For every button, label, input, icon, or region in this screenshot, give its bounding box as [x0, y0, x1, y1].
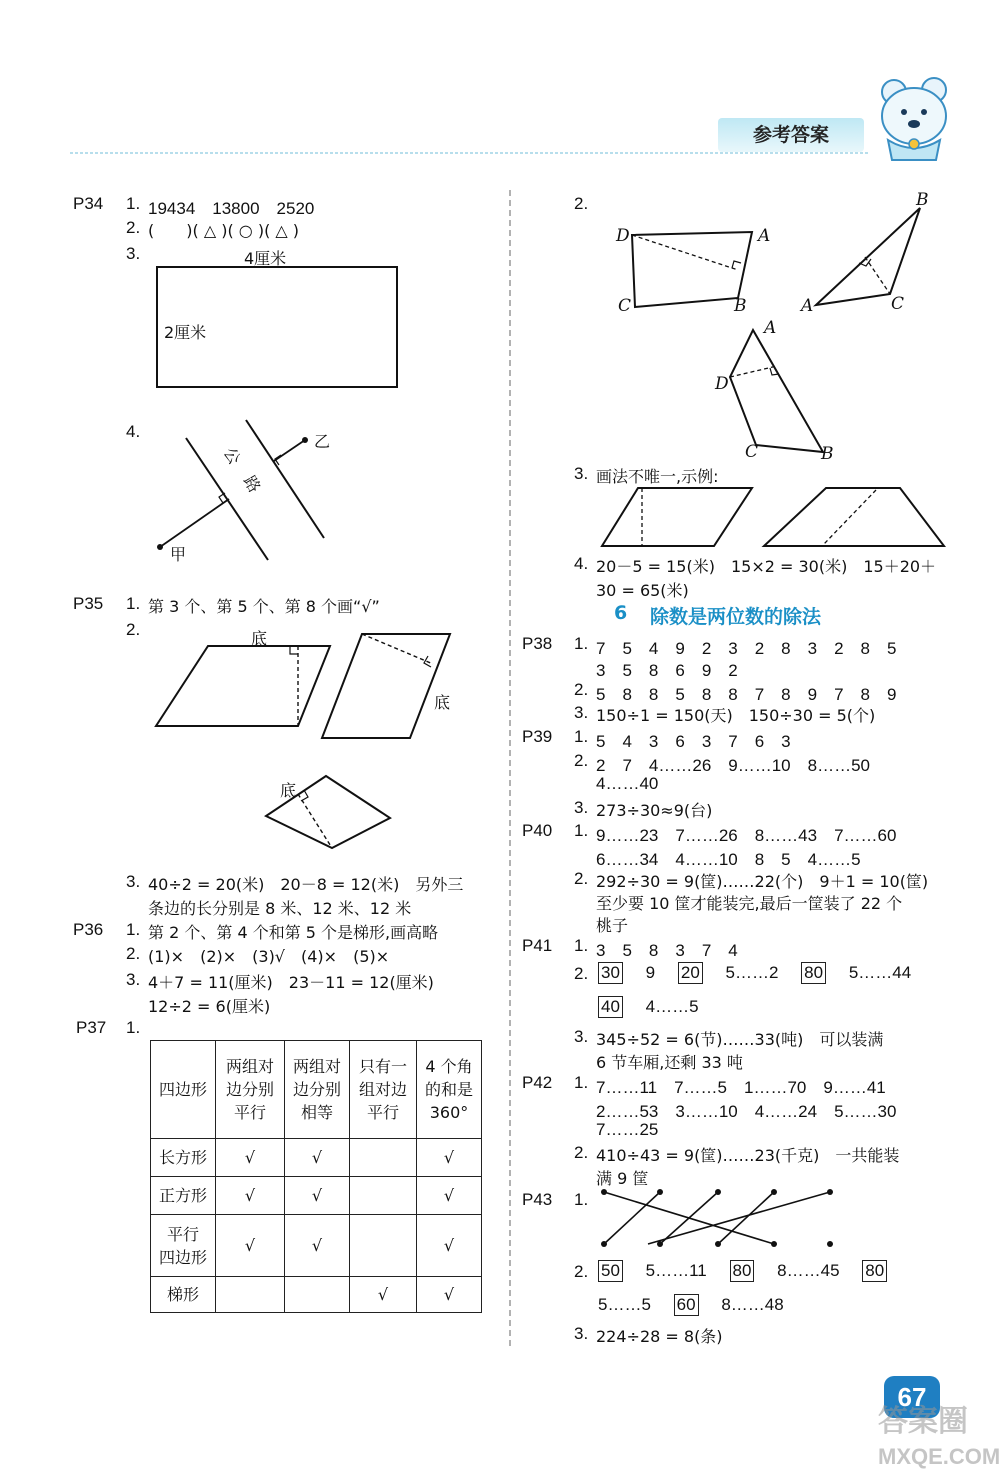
check-cell: √	[417, 1277, 482, 1313]
p34-label: P34	[73, 194, 104, 213]
row-name-cell: 梯形	[151, 1277, 216, 1313]
p42-q1-num: 1.	[574, 1073, 589, 1092]
table-header-cell: 四边形	[151, 1041, 216, 1139]
p35-q2-base2: 底	[434, 693, 451, 712]
p38-q2-text: 5 8 8 5 8 8 7 8 9 7 8 9	[596, 685, 897, 704]
parallelogram-height-figure-1	[154, 642, 334, 730]
answer-value: 5……11	[645, 1261, 707, 1280]
p34-q1-text: 19434 13800 2520	[148, 199, 315, 218]
check-cell: √	[216, 1215, 285, 1277]
table-header-cell: 4 个角 的和是 360°	[417, 1041, 482, 1139]
r-q3-num: 3.	[574, 464, 589, 483]
p38-label: P38	[522, 634, 553, 653]
table-header-cell: 两组对 边分别 平行	[216, 1041, 285, 1139]
p35-q3-line1: 40÷2 = 20(米) 20－8 = 12(米) 另外三	[148, 875, 464, 894]
check-cell	[350, 1177, 417, 1215]
r-q2-num: 2.	[574, 194, 589, 213]
boxed-answer: 60	[674, 1294, 699, 1316]
vertex-label: C	[891, 294, 905, 314]
p43-q2-row2	[598, 1294, 784, 1316]
road-char-2: 路	[239, 472, 265, 496]
p38-q3-num: 3.	[574, 703, 589, 722]
boxed-answer: 40	[598, 996, 623, 1018]
check-cell: √	[285, 1215, 350, 1277]
section-number: 6	[614, 602, 628, 624]
check-cell: √	[285, 1177, 350, 1215]
p37-label: P37	[76, 1018, 107, 1037]
p43-q2-num: 2.	[574, 1262, 589, 1281]
p36-label: P36	[73, 920, 104, 939]
r-q4-line2: 30 = 65(米)	[596, 581, 689, 600]
p38-q1-line2: 3 5 8 6 9 2	[596, 661, 738, 680]
p36-q2-num: 2.	[126, 944, 141, 963]
p39-q1-text: 5 4 3 6 3 7 6 3	[596, 732, 791, 751]
p43-q3-text: 224÷28 = 8(条)	[596, 1327, 723, 1346]
p36-q3-line1: 4＋7 = 11(厘米) 23－11 = 12(厘米)	[148, 973, 434, 992]
answer-value: 5……2	[725, 963, 779, 982]
p42-q2-line2: 满 9 筐	[596, 1169, 649, 1188]
p42-q1-line1: 7……11 7……5 1……70 9……41	[596, 1078, 886, 1097]
p36-q2-text: (1)× (2)× (3)√ (4)× (5)×	[148, 947, 390, 966]
p38-q1-num: 1.	[574, 634, 589, 653]
p38-q2-num: 2.	[574, 680, 589, 699]
p42-q2-line1: 410÷43 = 9(筐)……23(千克) 一共能装	[596, 1146, 900, 1165]
answer-value: 9	[645, 963, 656, 982]
p41-label: P41	[522, 936, 553, 955]
p39-label: P39	[522, 727, 553, 746]
p36-q1-num: 1.	[126, 920, 141, 939]
answer-value: 4……5	[645, 997, 699, 1016]
p41-q2-num: 2.	[574, 964, 589, 983]
p41-q3-line2: 6 节车厢,还剩 33 吨	[596, 1053, 743, 1072]
check-cell: √	[417, 1177, 482, 1215]
row-name-cell: 长方形	[151, 1139, 216, 1177]
example-height-figures	[600, 486, 946, 550]
boxed-answer: 80	[862, 1260, 887, 1282]
r-q4-line1: 20－5 = 15(米) 15×2 = 30(米) 15＋20＋	[596, 557, 937, 576]
bear-mascot-icon	[868, 72, 958, 164]
answer-value: 8……45	[777, 1261, 840, 1280]
vertex-label: C	[618, 296, 632, 316]
p36-q3-num: 3.	[126, 970, 141, 989]
r-q4-num: 4.	[574, 554, 589, 573]
quadrilateral-property-table	[150, 1040, 482, 1313]
p38-q1-line1: 7 5 4 9 2 3 2 8 3 2 8 5	[596, 639, 897, 658]
point-yi-label: 乙	[314, 432, 331, 451]
vertex-label: B	[916, 190, 929, 210]
p34-q2-num: 2.	[126, 218, 141, 237]
answer-value: 5……5	[598, 1295, 651, 1314]
vertex-label: B	[734, 296, 747, 316]
p34-q3-side-label: 2厘米	[164, 323, 207, 342]
vertex-label: A	[764, 318, 777, 338]
p40-q1-line1: 9……23 7……26 8……43 7……60	[596, 826, 897, 845]
check-cell: √	[350, 1277, 417, 1313]
p42-q1-line3: 7……25	[596, 1120, 659, 1139]
p36-q1-text: 第 2 个、第 4 个和第 5 个是梯形,画高略	[148, 923, 439, 942]
p35-q1-text: 第 3 个、第 5 个、第 8 个画“√”	[148, 597, 380, 616]
row-name-cell: 平行 四边形	[151, 1215, 216, 1277]
p39-q2-line1: 2 7 4……26 9……10 8……50	[596, 756, 871, 775]
check-cell: √	[285, 1139, 350, 1177]
p40-q1-num: 1.	[574, 821, 589, 840]
matching-lines-figure	[596, 1182, 836, 1250]
p40-q2-num: 2.	[574, 869, 589, 888]
check-cell	[216, 1277, 285, 1313]
column-divider	[508, 190, 512, 1350]
row-name-cell: 正方形	[151, 1177, 216, 1215]
p43-q1-num: 1.	[574, 1190, 589, 1209]
p35-q2-base3: 底	[280, 781, 297, 800]
p35-q1-num: 1.	[126, 594, 141, 613]
table-row	[151, 1277, 482, 1313]
check-cell: √	[216, 1177, 285, 1215]
p41-q1-num: 1.	[574, 936, 589, 955]
road-char-1: 公	[219, 444, 245, 468]
p42-q1-line2: 2……53 3……10 4……24 5……30	[596, 1102, 897, 1121]
boxed-answer: 20	[678, 962, 703, 984]
answer-value: 8……48	[721, 1295, 784, 1314]
p35-q2-base1: 底	[251, 629, 268, 648]
p34-q3-num: 3.	[126, 244, 141, 263]
section-title: 除数是两位数的除法	[650, 606, 822, 628]
p42-q2-num: 2.	[574, 1143, 589, 1162]
p43-q2-row1	[598, 1260, 887, 1282]
check-cell	[285, 1277, 350, 1313]
p40-label: P40	[522, 821, 553, 840]
p40-q2-line3: 桃子	[596, 916, 629, 935]
p37-q1-num: 1.	[126, 1018, 141, 1037]
p40-q2-line2: 至少要 10 筐才能装完,最后一筐装了 22 个	[596, 894, 903, 913]
p39-q1-num: 1.	[574, 727, 589, 746]
check-cell: √	[417, 1139, 482, 1177]
p39-q3-text: 273÷30≈9(台)	[596, 801, 713, 820]
p34-q2-text: ( )( △ )( ○ )( △ )	[148, 221, 300, 240]
p41-q2-row1	[598, 962, 911, 984]
boxed-answer: 30	[598, 962, 623, 984]
check-cell	[350, 1139, 417, 1177]
table-row	[151, 1215, 482, 1277]
watermark-url: MXQE.COM	[878, 1444, 1000, 1469]
p41-q2-row2	[598, 996, 699, 1018]
header-tag: 参考答案	[718, 118, 864, 152]
table-row	[151, 1177, 482, 1215]
p34-q3-top-label: 4厘米	[244, 249, 287, 268]
p41-q3-num: 3.	[574, 1027, 589, 1046]
vertex-label: A	[758, 226, 771, 246]
p43-label: P43	[522, 1190, 553, 1209]
p35-q3-line2: 条边的长分别是 8 米、12 米、12 米	[148, 899, 412, 918]
check-cell	[350, 1215, 417, 1277]
p43-q3-num: 3.	[574, 1324, 589, 1343]
boxed-answer: 80	[730, 1260, 755, 1282]
p41-q3-line1: 345÷52 = 6(节)……33(吨) 可以装满	[596, 1030, 884, 1049]
parallelogram-height-figure-2	[320, 630, 456, 742]
p34-q4-num: 4.	[126, 422, 141, 441]
vertex-label: D	[616, 226, 630, 246]
r-q3-text: 画法不唯一,示例:	[596, 467, 719, 486]
table-header-cell: 两组对 边分别 相等	[285, 1041, 350, 1139]
p39-q3-num: 3.	[574, 798, 589, 817]
vertex-label: C	[745, 442, 759, 462]
p35-q2-num: 2.	[126, 620, 141, 639]
p39-q2-num: 2.	[574, 751, 589, 770]
vertex-label: D	[715, 374, 729, 394]
p39-q2-line2: 4……40	[596, 774, 659, 793]
p41-q1-text: 3 5 8 3 7 4	[596, 941, 738, 960]
watermark-logo: 答案圈	[878, 1404, 968, 1439]
p35-label: P35	[73, 594, 104, 613]
table-header-cell: 只有一 组对边 平行	[350, 1041, 417, 1139]
check-cell: √	[417, 1215, 482, 1277]
point-jia-label: 甲	[170, 545, 187, 564]
p35-q3-num: 3.	[126, 872, 141, 891]
p34-q1-num: 1.	[126, 194, 141, 213]
answer-value: 5……44	[848, 963, 912, 982]
p40-q1-line2: 6……34 4……10 8 5 4……5	[596, 850, 861, 869]
vertex-label: A	[801, 296, 814, 316]
rhombus-height-figure	[264, 772, 394, 852]
vertex-label: B	[821, 444, 834, 464]
table-header-row	[151, 1041, 482, 1139]
table-row	[151, 1139, 482, 1177]
boxed-answer: 50	[598, 1260, 623, 1282]
p42-label: P42	[522, 1073, 553, 1092]
p38-q3-text: 150÷1 = 150(天) 150÷30 = 5(个)	[596, 706, 876, 725]
boxed-answer: 80	[801, 962, 826, 984]
p36-q3-line2: 12÷2 = 6(厘米)	[148, 997, 271, 1016]
check-cell: √	[216, 1139, 285, 1177]
page-number: 67	[884, 1376, 940, 1418]
p40-q2-line1: 292÷30 = 9(筐)……22(个) 9＋1 = 10(筐)	[596, 872, 929, 891]
